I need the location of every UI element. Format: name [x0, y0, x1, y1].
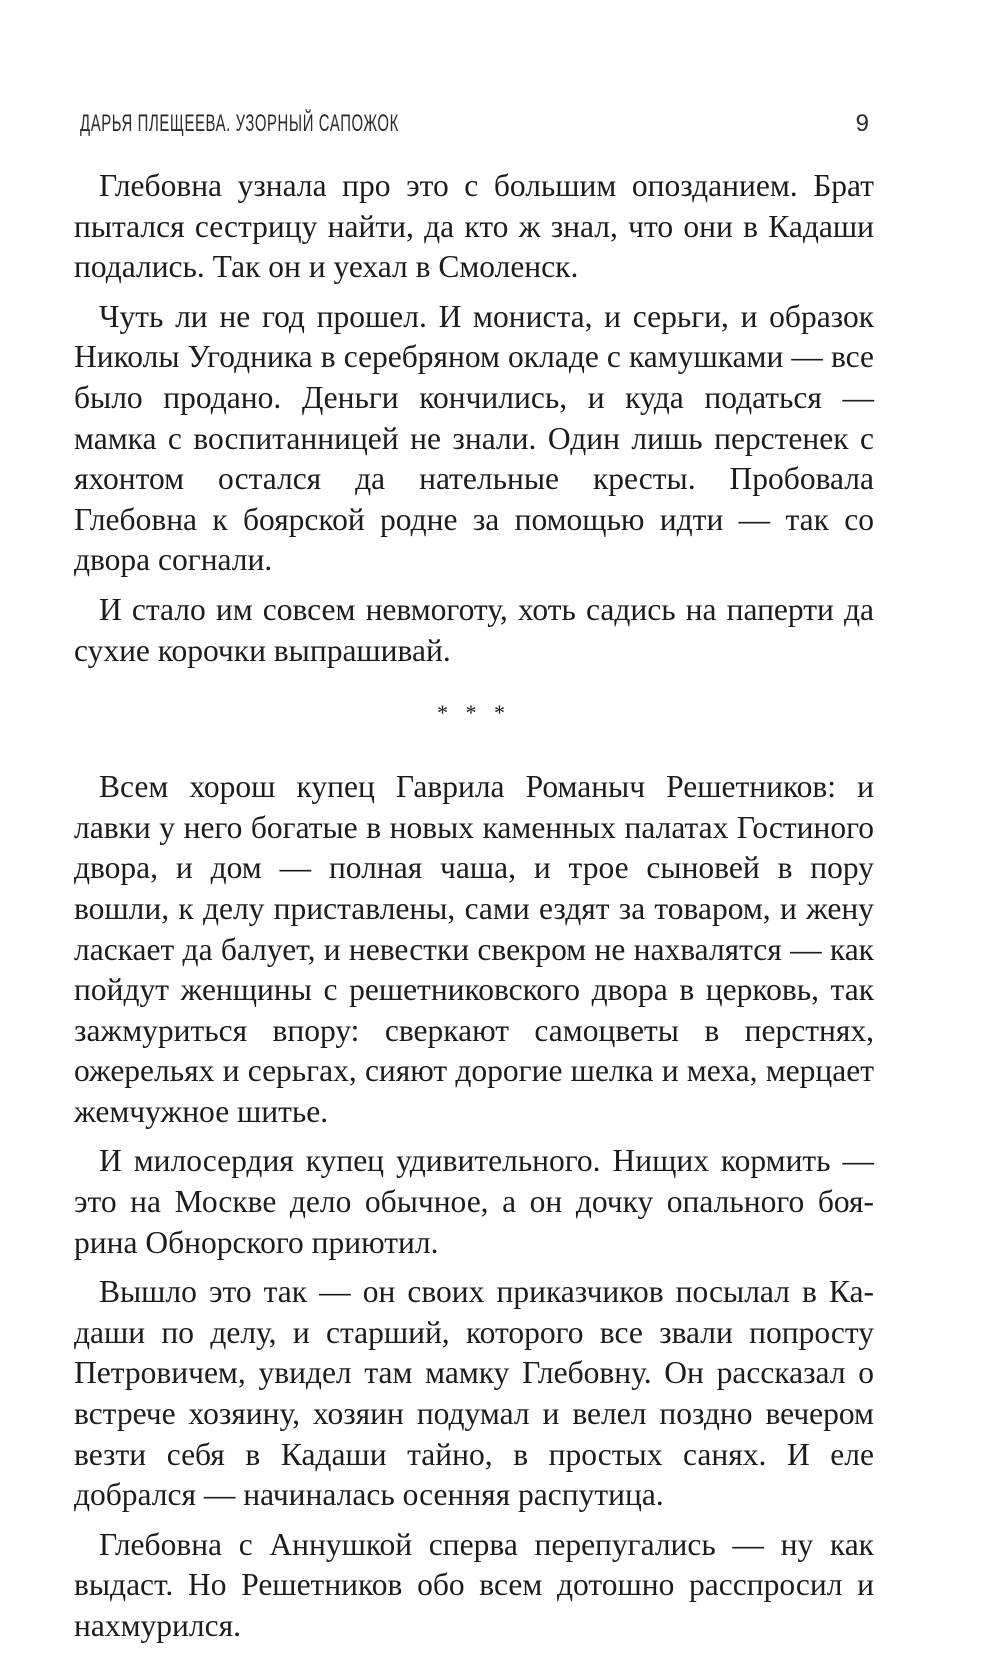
running-head: [80, 110, 870, 150]
section-separator: * * *: [437, 700, 511, 726]
paragraph-3: И стало им совсем невмоготу, хоть садись на паперти да сухие корочки выпрашивай.: [74, 591, 874, 668]
paragraph-5: И милосердия купец удивительного. Нищих кормить — это на Москве дело обычное, а он дочку опального боярина Обнорского приютил.: [74, 1143, 874, 1260]
paragraph-7: Глебовна с Аннушкой сперва перепугались — ну как выдаст. Но Решетников обо всем дотошно расспросил и нахмурился.: [74, 1526, 874, 1643]
paragraph-2: Чуть ли не год прошел. И мониста, и серьги, и образок Николы Угодника в серебряном окладе с камушками — все было продано. Деньги кончились, и куда податься — мамка с воспитанницей не знали. Один лишь перстенек с яхонтом остался да нательные кресты. Пробовала Глебовна к боярской родне за помощью идти — так со двора согнали.: [74, 298, 874, 578]
paragraph-1: Глебовна узнала про это с большим опозданием. Брат пытался сестрицу найти, да кто ж знал, что они в Кадаши подались. Так он и уехал в Смоленск.: [74, 168, 874, 285]
paragraph-6: Вышло это так — он своих приказчиков посылал в Кадаши по делу, и старший, которого все звали попросту Петровичем, увидел там мамку Глебовну. Он рассказал о встрече хозяину, хозяин подумал и велел поздно вечером везти себя в Кадаши тайно, в простых санях. И еле добрался — начиналась осенняя распутица.: [74, 1274, 874, 1513]
running-title: ДАРЬЯ ПЛЕЩЕЕВА. УЗОРНЫЙ САПОЖОК: [80, 110, 399, 137]
page-number: 9: [855, 110, 870, 137]
paragraph-4: Всем хорош купец Гаврила Романыч Решетников: и лавки у него богатые в новых каменных палатах Гостиного двора, и дом — полная чаша, и трое сыновей в пору вошли, к делу приставлены, сами ездят за товаром, и жену ласкает да балует, и невестки свекром не нахвалятся — как пойдут женщины с решетниковского двора в церковь, так зажмуриться впору: сверкают самоцветы в перстнях, ожерельях и серьгах, сияют дорогие шелка и меха, мерцает жемчужное шитье.: [74, 769, 874, 1129]
body-text: [74, 166, 874, 1656]
